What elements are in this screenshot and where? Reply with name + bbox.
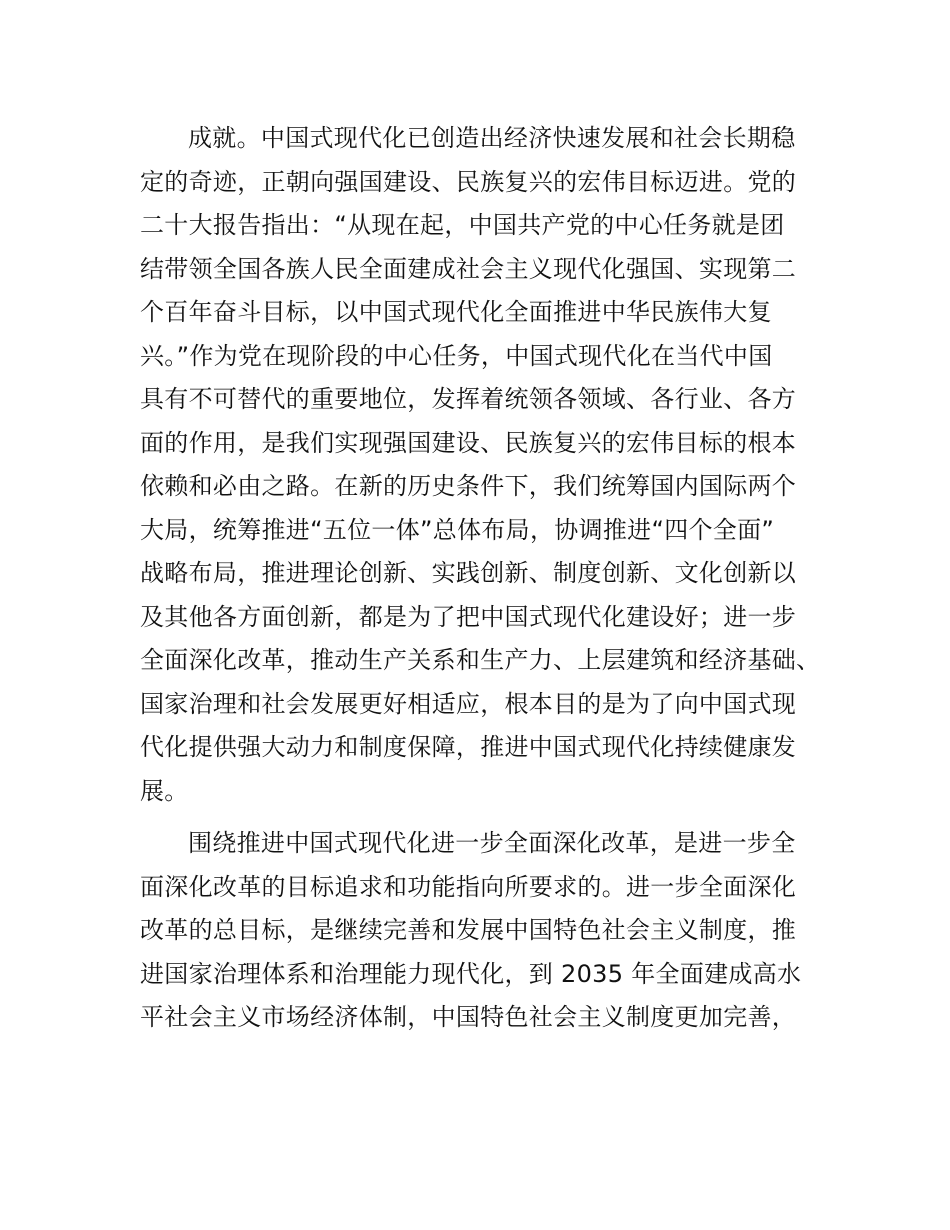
paragraph-line: 战略布局，推进理论创新、实践创新、制度创新、文化创新以 (140, 559, 797, 587)
paragraph-line: 全面深化改革，推动生产关系和生产力、上层建筑和经济基础、 (140, 646, 821, 674)
paragraph-line: 具有不可替代的重要地位，发挥着统领各领域、各行业、各方 (140, 385, 797, 413)
paragraph-1 (140, 117, 820, 813)
paragraph-line: 改革的总目标，是继续完善和发展中国特色社会主义制度，推 (140, 916, 797, 944)
paragraph-line: 定的奇迹，正朝向强国建设、民族复兴的宏伟目标迈进。党的 (140, 167, 797, 196)
paragraph-line: 个百年奋斗目标，以中国式现代化全面推进中华民族伟大复 (140, 298, 772, 326)
paragraph-line: 成就。中国式现代化已创造出经济快速发展和社会长期稳 (188, 124, 796, 152)
paragraph-line: 面深化改革的目标追求和功能指向所要求的。进一步全面深化 (140, 872, 797, 901)
paragraph-line: 进国家治理体系和治理能力现代化，到 2035 年全面建成高水 (140, 959, 802, 988)
paragraph-line: 围绕推进中国式现代化进一步全面深化改革，是进一步全 (188, 829, 796, 857)
paragraph-line: 及其他各方面创新，都是为了把中国式现代化建设好；进一步 (140, 602, 797, 631)
paragraph-line: 结带领全国各族人民全面建成社会主义现代化强国、实现第二 (140, 254, 797, 283)
paragraph-line: 面的作用，是我们实现强国建设、民族复兴的宏伟目标的根本 (140, 428, 797, 457)
paragraph-line: 依赖和必由之路。在新的历史条件下，我们统筹国内国际两个 (140, 472, 797, 500)
paragraph-line: 展。 (140, 776, 189, 805)
paragraph-2 (140, 822, 820, 1040)
paragraph-line: 二十大报告指出：“从现在起，中国共产党的中心任务就是团 (140, 211, 785, 239)
paragraph-line: 兴。”作为党在现阶段的中心任务，中国式现代化在当代中国 (140, 341, 773, 370)
paragraph-line: 代化提供强大动力和制度保障，推进中国式现代化持续健康发 (140, 733, 797, 761)
paragraph-line: 平社会主义市场经济体制，中国特色社会主义制度更加完善， (140, 1003, 797, 1031)
paragraph-line: 国家治理和社会发展更好相适应，根本目的是为了向中国式现 (140, 689, 797, 718)
paragraph-line: 大局，统筹推进“五位一体”总体布局，协调推进“四个全面” (140, 515, 775, 544)
